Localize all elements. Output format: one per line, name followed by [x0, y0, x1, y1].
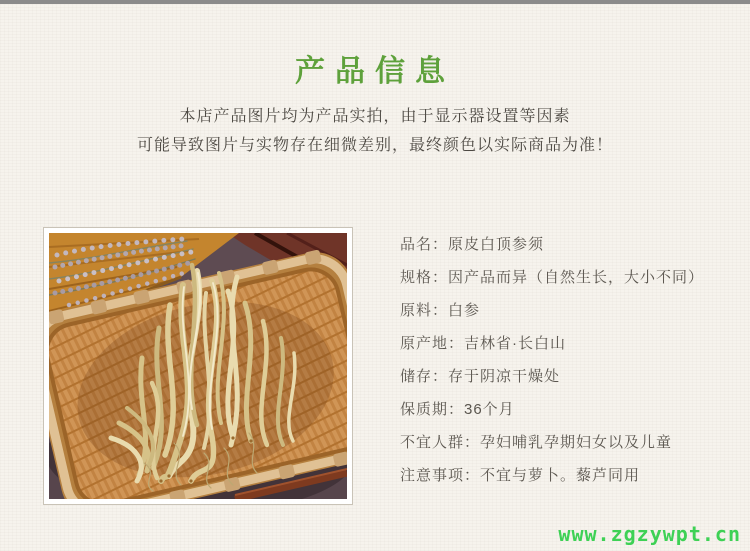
site-watermark: www.zgzywpt.cn [558, 522, 741, 546]
detail-row-notes: 注意事项：不宜与萝卜。藜芦同用 [400, 467, 641, 484]
detail-row-unsuitable: 不宜人群：孕妇哺乳孕期妇女以及儿童 [400, 434, 673, 451]
detail-row-shelf-life: 保质期：36个月 [400, 401, 515, 418]
product-details-list [400, 227, 730, 491]
product-photo-frame [43, 227, 353, 505]
detail-row-spec: 规格：因产品而异（自然生长，大小不同） [400, 269, 705, 286]
detail-row-material: 原料：白参 [400, 302, 481, 319]
section-divider-bar [0, 0, 750, 4]
disclaimer-line-1: 本店产品图片均为产品实拍，由于显示器设置等因素 [179, 108, 571, 125]
product-photo [49, 233, 347, 499]
detail-row-storage: 储存：存于阴凉干燥处 [400, 368, 561, 385]
disclaimer-line-2: 可能导致图片与实物存在细微差别，最终颜色以实际商品为准！ [136, 137, 613, 154]
page-title: 产品信息 [295, 55, 455, 88]
detail-row-name: 品名：原皮白顶参须 [400, 236, 545, 253]
detail-row-origin: 原产地：吉林省·长白山 [400, 335, 566, 352]
photo-disclaimer [0, 102, 750, 160]
